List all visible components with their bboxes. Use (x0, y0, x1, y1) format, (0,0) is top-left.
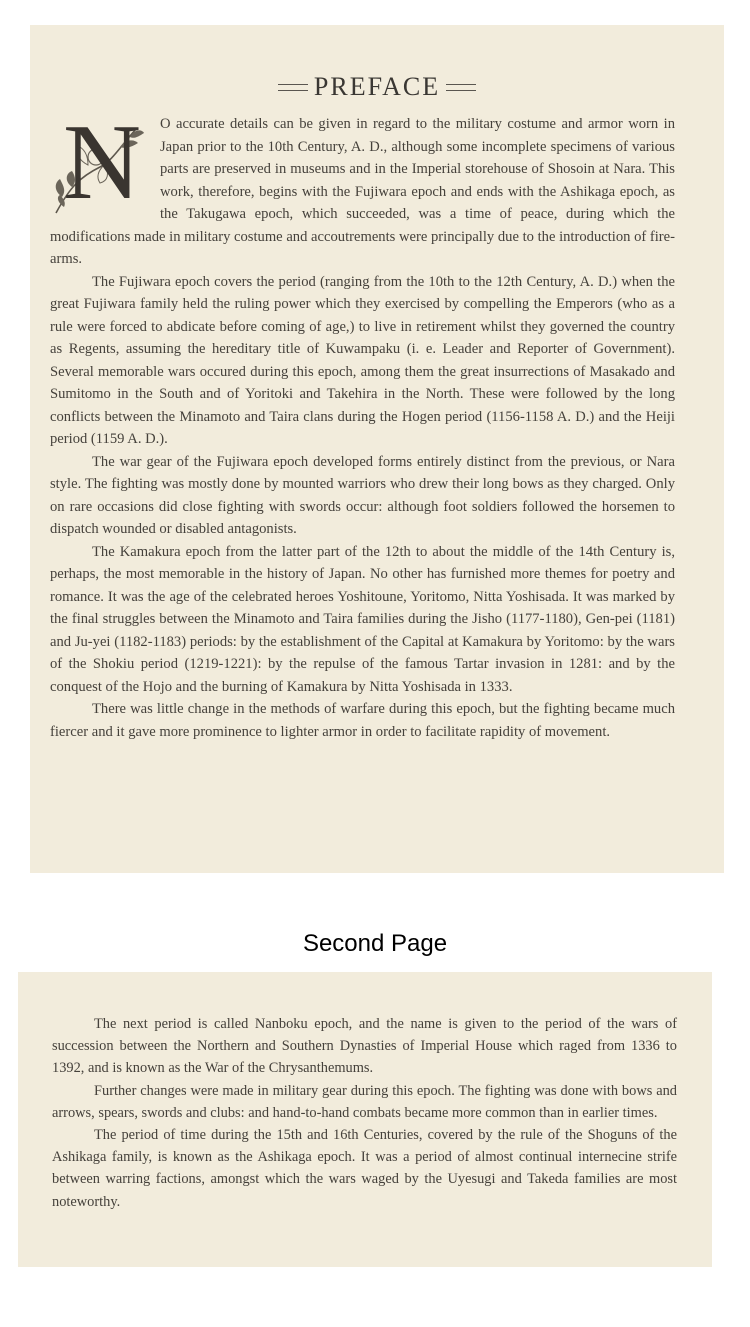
page-two-body (52, 1013, 677, 1213)
paragraph-5: There was little change in the methods of warfare during this epoch, but the fighting became much fiercer and it gave more prominence to lighter armor in order to facilitate rapidity of movement. (50, 701, 675, 740)
paragraph-8: The period of time during the 15th and 16th Centuries, covered by the rule of the Shoguns of the Ashikaga family, is known as the Ashikaga epoch. It was a period of almost continual internecine strife between warring factions, amongst which the wars waged by the Uyesugi and Takeda families are most noteworthy. (52, 1127, 677, 1210)
paragraph-1 (50, 103, 675, 271)
paragraph-6: The next period is called Nanboku epoch, and the name is given to the period of the wars of succession between the Northern and Southern Dynasties of Imperial House which raged from 1336 to 1392, and is known as the War of the Chrysanthemums. (52, 1016, 677, 1077)
second-page-caption: Second Page (302, 930, 448, 957)
title-rule-right (446, 84, 476, 91)
title-rule-left (278, 84, 308, 91)
paragraph-2: The Fujiwara epoch covers the period (ranging from the 10th to the 12th Century, A. D.) when the great Fujiwara family held the ruling power which they exercised by compelling the Emperors (who as a rule were forced to abdicate before coming of age,) to live in retirement whilst they governed the country as Regents, assuming the hereditary title of Kuwampaku (i. e. Leader and Reporter of Government). Several memorable wars occured during this epoch, among them the great insurrections of Masakado and Sumitomo in the South and of Yoritoki and Takehira in the North. These were followed by the long conflicts between the Minamoto and Taira clans during the Hogen period (1156-1158 A. D.) and the Heiji period (1159 A. D.). (50, 273, 675, 447)
book-page-one (30, 25, 724, 873)
paragraph-1-text: O accurate details can be given in regard to the military costume and armor worn in Japan prior to the 10th Century, A. D., although some incomplete specimens of various parts are preserved in museums and in the Imperial storehouse of Shosoin at Nara. This work, therefore, begins with the Fujiwara epoch and ends with the Ashikaga epoch, as the Takugawa epoch, which succeeded, was a time of peace, during which the modifications made in military costume and accoutrements were principally due to the introduction of fire-arms. (50, 116, 675, 267)
paragraph-7: Further changes were made in military gear during this epoch. The fighting was done with bows and arrows, spears, swords and clubs: and hand-to-hand combats became more common than in earlier times. (52, 1082, 677, 1121)
preface-heading (30, 72, 724, 102)
paragraph-4: The Kamakura epoch from the latter part of the 12th to about the middle of the 14th Century is, perhaps, the most memorable in the history of Japan. No other has furnished more themes for poetry and romance. It was the age of the celebrated heroes Yoshitoune, Yoritomo, Nitta Yoshisada. It was marked by the final struggles between the Minamoto and Taira families during the Jisho (1177-1180), Gen-pei (1181) and Ju-yei (1182-1183) periods: by the establishment of the Capital at Kamakura by Yoritomo: by the wars of the Shokiu period (1219-1221): by the repulse of the famous Tartar invasion in 1281: and by the conquest of the Hojo and the burning of Kamakura by Nitta Yoshisada in 1333. (50, 543, 675, 695)
preface-body (50, 103, 675, 743)
paragraph-3: The war gear of the Fujiwara epoch developed forms entirely distinct from the previous, or Nara style. The fighting was mostly done by mounted warriors who drew their long bows as they charged. Only on rare occasions did close fighting with swords occur: although foot soldiers followed the horsemen to dispatch wounded or disabled antagonists. (50, 453, 675, 537)
book-page-two (18, 972, 712, 1267)
ornamental-dropcap (50, 103, 150, 222)
dropcap-letter: N (63, 103, 141, 222)
page-title: PREFACE (313, 72, 441, 101)
